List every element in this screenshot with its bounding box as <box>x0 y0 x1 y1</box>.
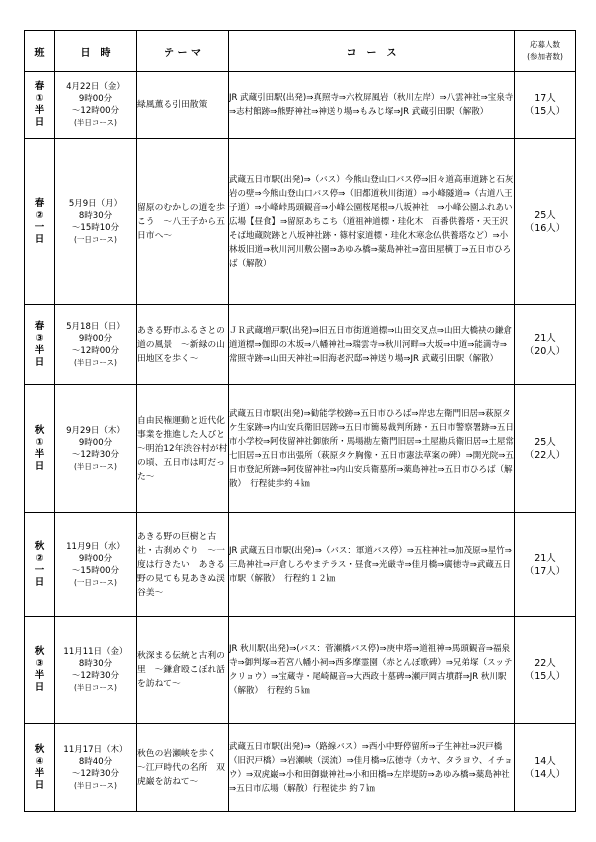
course-cell: ＪＲ武蔵増戸駅(出発)⇒旧五日市街道道標⇒山田交叉点⇒山田大橋袂の鎌倉道道標⇒伽即の木坂⇒八幡神社⇒瑞雲寺⇒秋川河畔⇒大坂⇒中道⇒能満寺⇒常照寺跡⇒山田天神社⇒旧海老沢邸⇒神送り場⇒JR 武蔵引田駅（解散） <box>229 305 515 385</box>
start-time: 9時00分 <box>78 333 113 344</box>
header-theme: テ ー マ <box>137 31 229 72</box>
group-length-2: 日 <box>34 460 45 472</box>
end-time: ～15時00分 <box>71 565 120 576</box>
course-cell: JR 武蔵五日市駅(出発)⇒（バス：軍道バス停）⇒五柱神社⇒加茂原⇒星竹⇒三島神社⇒戸倉しろやまテラス・昼食⇒光厳寺⇒佳月橋⇒廣徳寺⇒武蔵五日市駅（解散） 行程約１２㎞ <box>229 513 515 617</box>
group-number: ① <box>35 93 44 104</box>
group-number: ① <box>35 436 44 448</box>
theme-cell: 自由民権運動と近代化事業を推進した人びと ～明治12年渋谷村が村の頃、五日市は町だった～ <box>137 385 229 513</box>
group-season: 春 <box>34 81 45 92</box>
count-cell <box>515 617 576 724</box>
theme-cell: 留原のむかしの道を歩こう ～八王子から五日市へ～ <box>137 139 229 305</box>
group-season: 春 <box>34 197 45 209</box>
course-type: (半日コース) <box>74 683 117 692</box>
date-cell <box>55 72 137 139</box>
theme-cell: あきる野市ふるさとの道の風景 ～新緑の山田地区を歩く～ <box>137 305 229 385</box>
end-time: ～12時30分 <box>71 449 120 460</box>
applicants: 25人 <box>534 209 556 221</box>
group-number: ② <box>35 209 44 221</box>
start-time: 8時30分 <box>78 659 113 669</box>
end-time: ～12時30分 <box>71 768 120 779</box>
start-time: 9時00分 <box>78 553 113 564</box>
start-time: 8時30分 <box>78 210 113 221</box>
date-cell <box>55 385 137 513</box>
group-length-2: 日 <box>34 682 45 693</box>
group-number: ③ <box>35 658 44 669</box>
date: 9月29日（木） <box>66 425 125 436</box>
course-cell: JR 武蔵引田駅(出発)⇒真照寺⇒六枚屏風岩（秋川左岸）⇒八雲神社⇒宝泉寺⇒志村館跡⇒熊野神社⇒神送り場⇒もみじ塚⇒JR 武蔵引田駅（解散） <box>229 72 515 139</box>
applicants: 17人 <box>534 93 556 104</box>
table-row <box>25 305 576 385</box>
course-type: (半日コース) <box>74 461 117 471</box>
group-length-1: 半 <box>34 767 45 779</box>
participants: （15人） <box>524 671 566 682</box>
applicants: 14人 <box>534 755 556 767</box>
group-cell <box>25 305 55 385</box>
start-time: 9時00分 <box>78 437 113 448</box>
header-date: 日 時 <box>55 31 137 72</box>
table-row <box>25 617 576 724</box>
group-cell <box>25 617 55 724</box>
group-length-1: 一 <box>34 221 45 233</box>
schedule-table <box>24 30 576 812</box>
theme-cell: 秋色の岩瀬峡を歩く ～江戸時代の名所 双虎巌を訪ねて～ <box>137 724 229 812</box>
date: 11月17日（木） <box>63 744 128 755</box>
participants: （14人） <box>524 768 566 780</box>
group-length-1: 半 <box>34 448 45 460</box>
header-group: 班 <box>25 31 55 72</box>
participants: （16人） <box>524 222 566 234</box>
count-cell <box>515 513 576 617</box>
applicants: 22人 <box>534 658 556 669</box>
header-row <box>25 31 576 72</box>
count-cell <box>515 139 576 305</box>
group-length-1: 半 <box>34 344 45 356</box>
group-cell <box>25 724 55 812</box>
date: 5月18日（日） <box>66 321 125 332</box>
group-season: 秋 <box>34 646 45 657</box>
date-cell <box>55 513 137 617</box>
course-type: (半日コース) <box>74 118 117 127</box>
table-row <box>25 385 576 513</box>
group-length-1: 半 <box>34 670 45 681</box>
count-cell <box>515 72 576 139</box>
participants: （20人） <box>524 345 566 357</box>
count-cell <box>515 305 576 385</box>
course-type: (一日コース) <box>74 234 117 244</box>
group-number: ② <box>35 552 44 564</box>
group-season: 秋 <box>34 424 45 436</box>
date: 11月9日（水） <box>66 541 125 552</box>
table-row <box>25 139 576 305</box>
course-cell: 武蔵五日市駅(出発)⇒（路線バス）⇒西小中野停留所⇒子生神社⇒沢戸橋（旧沢戸橋）⇒岩瀬峡（渓流）⇒佳月橋⇒広徳寺（カヤ、タラヨウ、イチョウ）⇒双虎巌⇒小和田御嶽神社⇒小和田橋⇒左岸堤防⇒あゆみ橋⇒薬島神社⇒五日市広場（解散）行程徒歩 約７㎞ <box>229 724 515 812</box>
participants: （22人） <box>524 449 566 461</box>
end-time: ～12時00分 <box>71 106 120 116</box>
header-count-line1: 応募人数 <box>530 40 560 49</box>
group-cell <box>25 385 55 513</box>
date: 4月22日（金） <box>66 82 125 92</box>
group-season: 春 <box>34 320 45 332</box>
date-cell <box>55 724 137 812</box>
header-count <box>515 31 576 72</box>
course-type: (一日コース) <box>74 577 117 587</box>
end-time: ～12時00分 <box>71 345 120 356</box>
group-cell <box>25 513 55 617</box>
date: 5月9日（月） <box>68 198 123 209</box>
theme-cell: 緑風薫る引田散策 <box>137 72 229 139</box>
group-length-2: 日 <box>34 576 45 588</box>
end-time: ～12時30分 <box>71 671 120 681</box>
table-row <box>25 72 576 139</box>
group-season: 秋 <box>34 743 45 755</box>
group-length-1: 半 <box>34 105 45 116</box>
end-time: ～15時10分 <box>71 222 120 233</box>
date: 11月11日（金） <box>63 647 128 657</box>
group-cell <box>25 72 55 139</box>
group-number: ③ <box>35 332 44 344</box>
header-course: コ ー ス <box>229 31 515 72</box>
participants: （17人） <box>524 565 566 577</box>
theme-cell: 秋深まる伝統と古利の里 ～鎌倉殴こぼれ話を訪ねて～ <box>137 617 229 724</box>
date-cell <box>55 305 137 385</box>
count-cell <box>515 724 576 812</box>
applicants: 21人 <box>534 552 556 564</box>
theme-cell: あきる野の巨樹と古社・古刹めぐり ～一度は行きたい あきる野の見ても見あきぬ渓谷美～ <box>137 513 229 617</box>
start-time: 9時00分 <box>78 94 113 104</box>
group-number: ④ <box>35 755 44 767</box>
group-length-2: 日 <box>34 779 45 791</box>
applicants: 25人 <box>534 436 556 448</box>
course-type: (半日コース) <box>74 780 117 790</box>
course-cell: 武蔵五日市駅(出発)⇒（バス）今熊山登山口バス停⇒旧々道高車道跡と石灰岩の壁⇒今熊山登山口バス停⇒（旧都道秋川街道）⇒小峰隧道⇒（古道八王子道）⇒小峰峠馬頭観音⇒小峰公園桜尾根⇒八坂神社 ⇒小峰公園ふれあい広場【昼食】⇒留原あちこち（道祖神道標・珪化木 百番供養塔・天王沢そば地蔵院跡と八坂神社跡・篠村家道標・珪化木寒念仏供養塔など）⇒小林坂旧道⇒秋川河川敷公園⇒あゆみ橋⇒薬島神社⇒富田屋横丁⇒五日市ひろば（解散） <box>229 139 515 305</box>
group-cell <box>25 139 55 305</box>
course-cell: 武蔵五日市駅(出発)⇒勧能学校跡⇒五日市ひろば⇒岸忠左衛門旧居⇒萩原タケ生家跡⇒内山安兵衛旧居跡⇒五日市簡易裁判所跡・五日市警察署跡⇒五日市小学校⇒阿伎留神社御旅所・馬場勘左衛門旧居⇒土屋勘兵衛旧居⇒土屋常七旧居⇒五日市出張所（萩原タケ胸像・五日市憲法草案の碑）⇒開光院⇒五日市登記所跡⇒阿伎留神社⇒内山安兵衛墓所⇒薬島神社⇒五日市ひろば（解散） 行程徒歩約４㎞ <box>229 385 515 513</box>
group-season: 秋 <box>34 540 45 552</box>
participants: （15人） <box>524 106 566 117</box>
group-length-2: 日 <box>34 356 45 368</box>
group-length-1: 一 <box>34 564 45 576</box>
date-cell <box>55 617 137 724</box>
applicants: 21人 <box>534 332 556 344</box>
course-cell: JR 秋川駅(出発)⇒(バス：菅瀬橋バス停)⇒庚申塔⇒道祖神⇒馬頭観音⇒福泉寺⇒御判塚⇒若宮八幡小祠⇒西多摩霊園（赤とんぼ歌碑）⇒兄弟塚（スッテクリョウ）⇒宝蔵寺・尾崎観音⇒大西政十墓碑⇒瀬戸岡古墳群⇒JR 秋川駅（解散） 行程約５㎞ <box>229 617 515 724</box>
course-type: (半日コース) <box>74 357 117 367</box>
group-length-2: 日 <box>34 233 45 245</box>
group-length-2: 日 <box>34 117 45 128</box>
count-cell <box>515 385 576 513</box>
table-row <box>25 724 576 812</box>
start-time: 8時40分 <box>78 756 113 767</box>
table-row <box>25 513 576 617</box>
header-count-line2: (参加者数) <box>527 52 563 61</box>
date-cell <box>55 139 137 305</box>
